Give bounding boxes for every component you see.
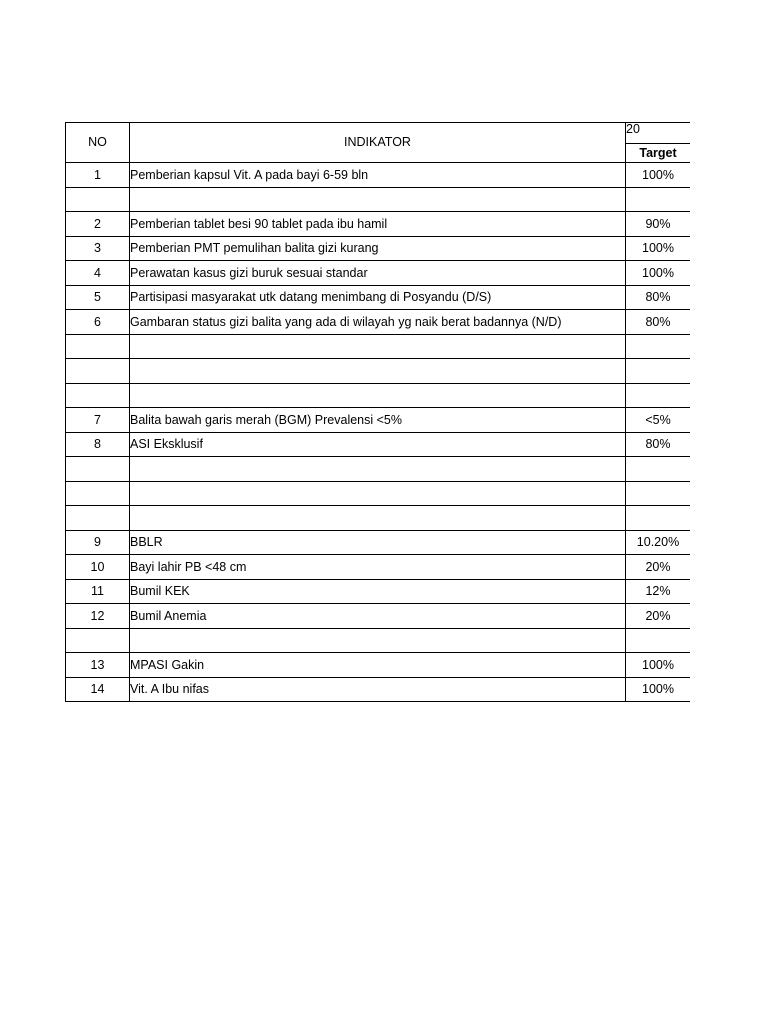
- table-header-row: [66, 123, 691, 144]
- indikator-cell: Perawatan kasus gizi buruk sesuai standar: [130, 261, 626, 286]
- target-cell: [626, 383, 691, 408]
- indikator-cell: Bayi lahir PB <48 cm: [130, 555, 626, 580]
- table-row: [66, 212, 691, 237]
- indikator-cell: BBLR: [130, 530, 626, 555]
- table-row: [66, 481, 691, 506]
- row-number-cell: 3: [66, 236, 130, 261]
- row-number-cell: [66, 628, 130, 653]
- row-number-cell: 14: [66, 677, 130, 702]
- indikator-cell: [130, 457, 626, 482]
- table-row: [66, 432, 691, 457]
- table-row: [66, 579, 691, 604]
- row-number-cell: [66, 506, 130, 531]
- table-row: [66, 285, 691, 310]
- table-row: [66, 310, 691, 335]
- indikator-cell: [130, 187, 626, 212]
- target-cell: 100%: [626, 261, 691, 286]
- target-cell: 100%: [626, 677, 691, 702]
- row-number-cell: 9: [66, 530, 130, 555]
- indikator-cell: [130, 359, 626, 384]
- row-number-cell: 4: [66, 261, 130, 286]
- indikator-cell: ASI Eksklusif: [130, 432, 626, 457]
- row-number-cell: [66, 481, 130, 506]
- indicator-table: [65, 122, 690, 702]
- target-cell: 20%: [626, 604, 691, 629]
- table-row: [66, 383, 691, 408]
- target-cell: 100%: [626, 236, 691, 261]
- row-number-cell: 12: [66, 604, 130, 629]
- row-number-cell: 6: [66, 310, 130, 335]
- row-number-cell: 10: [66, 555, 130, 580]
- target-cell: [626, 628, 691, 653]
- target-cell: 90%: [626, 212, 691, 237]
- target-cell: 20%: [626, 555, 691, 580]
- indikator-cell: Bumil Anemia: [130, 604, 626, 629]
- indikator-cell: Pemberian PMT pemulihan balita gizi kurang: [130, 236, 626, 261]
- target-cell: 100%: [626, 163, 691, 188]
- table-row: [66, 236, 691, 261]
- row-number-cell: 5: [66, 285, 130, 310]
- indikator-cell: Partisipasi masyarakat utk datang menimbang di Posyandu (D/S): [130, 285, 626, 310]
- indikator-cell: Pemberian kapsul Vit. A pada bayi 6-59 bln: [130, 163, 626, 188]
- year-column-header: 20: [626, 123, 691, 144]
- row-number-cell: [66, 334, 130, 359]
- target-cell: 100%: [626, 653, 691, 678]
- target-cell: <5%: [626, 408, 691, 433]
- target-cell: 80%: [626, 310, 691, 335]
- no-column-header: NO: [66, 123, 130, 163]
- indikator-cell: Pemberian tablet besi 90 tablet pada ibu hamil: [130, 212, 626, 237]
- indikator-cell: Vit. A Ibu nifas: [130, 677, 626, 702]
- table-row: [66, 506, 691, 531]
- indikator-cell: [130, 628, 626, 653]
- table-row: [66, 359, 691, 384]
- table-row: [66, 187, 691, 212]
- table-row: [66, 555, 691, 580]
- row-number-cell: 1: [66, 163, 130, 188]
- indikator-cell: [130, 481, 626, 506]
- table-row: [66, 677, 691, 702]
- table-row: [66, 628, 691, 653]
- row-number-cell: [66, 187, 130, 212]
- indikator-cell: Gambaran status gizi balita yang ada di wilayah yg naik berat badannya (N/D): [130, 310, 626, 335]
- target-cell: 80%: [626, 432, 691, 457]
- row-number-cell: [66, 383, 130, 408]
- target-cell: 80%: [626, 285, 691, 310]
- row-number-cell: 11: [66, 579, 130, 604]
- target-cell: [626, 457, 691, 482]
- table-row: [66, 408, 691, 433]
- indikator-cell: Balita bawah garis merah (BGM) Prevalensi <5%: [130, 408, 626, 433]
- table-row: [66, 530, 691, 555]
- row-number-cell: [66, 457, 130, 482]
- target-column-header: Target: [626, 144, 691, 163]
- indikator-cell: [130, 334, 626, 359]
- row-number-cell: [66, 359, 130, 384]
- target-cell: [626, 481, 691, 506]
- target-cell: [626, 359, 691, 384]
- row-number-cell: 7: [66, 408, 130, 433]
- table-row: [66, 261, 691, 286]
- row-number-cell: 8: [66, 432, 130, 457]
- table-row: [66, 457, 691, 482]
- target-cell: 10.20%: [626, 530, 691, 555]
- row-number-cell: 2: [66, 212, 130, 237]
- indikator-cell: [130, 506, 626, 531]
- indikator-cell: Bumil KEK: [130, 579, 626, 604]
- target-cell: [626, 334, 691, 359]
- indikator-column-header: INDIKATOR: [130, 123, 626, 163]
- table-row: [66, 334, 691, 359]
- table-row: [66, 604, 691, 629]
- table-row: [66, 653, 691, 678]
- table-row: [66, 163, 691, 188]
- row-number-cell: 13: [66, 653, 130, 678]
- target-cell: [626, 506, 691, 531]
- target-cell: [626, 187, 691, 212]
- indikator-cell: MPASI Gakin: [130, 653, 626, 678]
- indikator-cell: [130, 383, 626, 408]
- target-cell: 12%: [626, 579, 691, 604]
